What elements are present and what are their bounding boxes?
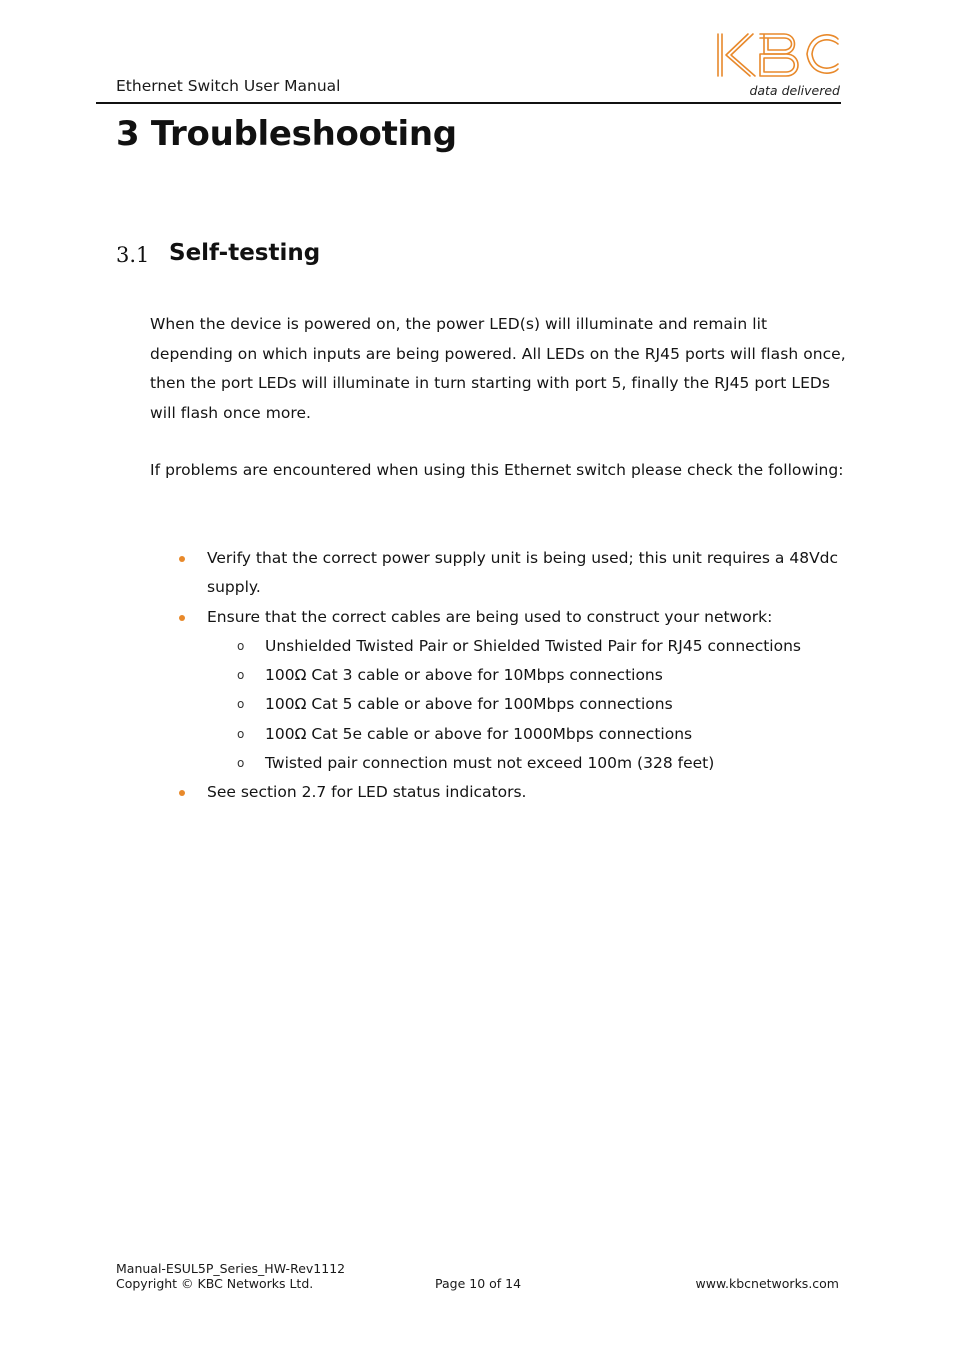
hollow-circle-icon: o bbox=[237, 726, 245, 741]
section-number: 3.1 bbox=[116, 243, 150, 267]
header-divider bbox=[96, 102, 841, 104]
cable-requirements-list bbox=[207, 632, 850, 778]
sub-list-item bbox=[207, 632, 850, 661]
sub-list-item-text: 100Ω Cat 5e cable or above for 1000Mbps connections bbox=[265, 724, 693, 743]
sub-list-item-text: 100Ω Cat 5 cable or above for 100Mbps connections bbox=[265, 695, 673, 714]
list-item-text: Verify that the correct power supply unit is being used; this unit requires a 48Vdc supply. bbox=[207, 549, 839, 597]
troubleshooting-checklist bbox=[150, 544, 850, 808]
bullet-dot-icon bbox=[179, 556, 185, 562]
problems-paragraph: If problems are encountered when using this Ethernet switch please check the following: bbox=[150, 461, 844, 479]
kbc-logo bbox=[714, 30, 842, 82]
bullet-dot-icon bbox=[179, 790, 185, 796]
sub-list-item bbox=[207, 661, 850, 690]
footer-page-number: Page 10 of 14 bbox=[435, 1276, 522, 1291]
sub-list-item bbox=[207, 690, 850, 719]
header-title: Ethernet Switch User Manual bbox=[116, 77, 341, 95]
sub-list-item-text: 100Ω Cat 3 cable or above for 10Mbps connections bbox=[265, 666, 663, 685]
list-item-text: See section 2.7 for LED status indicators. bbox=[207, 783, 527, 802]
sub-list-item bbox=[207, 749, 850, 778]
hollow-circle-icon: o bbox=[237, 668, 245, 683]
section-title: Self-testing bbox=[169, 240, 321, 266]
hollow-circle-icon: o bbox=[237, 756, 245, 771]
bullet-dot-icon bbox=[179, 615, 185, 621]
self-test-paragraph: When the device is powered on, the power LED(s) will illuminate and remain lit depending on which inputs are being powered. All LEDs on the RJ45 ports will flash once, then the port LEDs will illuminate in turn starting with port 5, finally the RJ45 port LEDs will flash once more. bbox=[150, 315, 846, 422]
hollow-circle-icon: o bbox=[237, 697, 245, 712]
list-item-text: Ensure that the correct cables are being used to construct your network: bbox=[207, 607, 773, 626]
list-item bbox=[150, 778, 850, 807]
sub-list-item-text: Twisted pair connection must not exceed 100m (328 feet) bbox=[265, 754, 715, 773]
list-item bbox=[150, 603, 850, 779]
chapter-title: 3 Troubleshooting bbox=[116, 114, 457, 154]
sub-list-item-text: Unshielded Twisted Pair or Shielded Twisted Pair for RJ45 connections bbox=[265, 636, 801, 655]
list-item bbox=[150, 544, 850, 603]
footer-website: www.kbcnetworks.com bbox=[695, 1276, 839, 1291]
footer-copyright: Copyright © KBC Networks Ltd. bbox=[116, 1276, 314, 1291]
sub-list-item bbox=[207, 720, 850, 749]
hollow-circle-icon: o bbox=[237, 638, 245, 653]
logo-tagline: data delivered bbox=[749, 83, 840, 98]
footer-document-id: Manual-ESUL5P_Series_HW-Rev1112 bbox=[116, 1261, 346, 1276]
